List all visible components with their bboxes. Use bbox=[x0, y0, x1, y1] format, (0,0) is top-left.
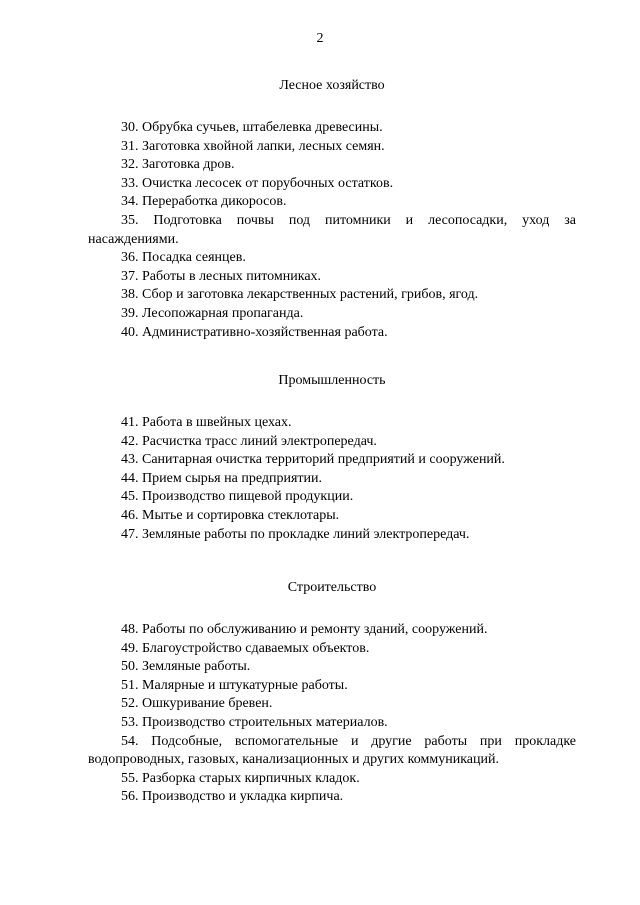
list-item: 46. Мытье и сортировка стеклотары. bbox=[121, 507, 340, 523]
section-title: Лесное хозяйство bbox=[279, 78, 385, 93]
list-item: 37. Работы в лесных питомниках. bbox=[121, 268, 322, 284]
list-item: 36. Посадка сеянцев. bbox=[121, 250, 246, 266]
list-item: 38. Сбор и заготовка лекарственных растений, грибов, ягод. bbox=[121, 287, 479, 303]
list-item: 43. Санитарная очистка территорий предприятий и сооружений. bbox=[121, 452, 505, 468]
list-item: 49. Благоустройство сдаваемых объектов. bbox=[121, 640, 370, 656]
list-item: 56. Производство и укладка кирпича. bbox=[121, 789, 344, 805]
list-item: 39. Лесопожарная пропаганда. bbox=[121, 305, 304, 321]
list-item: 34. Переработка дикоросов. bbox=[121, 194, 287, 210]
list-item: 33. Очистка лесосек от порубочных остатков. bbox=[121, 175, 394, 191]
list-item: 48. Работы по обслуживанию и ремонту зданий, сооружений. bbox=[121, 622, 488, 637]
list-item: 54. Подсобные, вспомогательные и другие работы при прокладке водопроводных, газовых, канализационных и других коммуникаций. bbox=[88, 733, 576, 768]
page-number: 2 bbox=[316, 31, 324, 46]
section-forestry bbox=[88, 77, 576, 342]
list-item: 42. Расчистка трасс линий электропередач. bbox=[121, 433, 377, 449]
list-item: 50. Земляные работы. bbox=[121, 659, 251, 675]
list-item: 47. Земляные работы по прокладке линий электропередач. bbox=[121, 526, 470, 542]
list-item: 44. Прием сырья на предприятии. bbox=[121, 470, 322, 486]
section-construction bbox=[88, 579, 576, 807]
section-title: Строительство bbox=[287, 580, 377, 595]
list-item: 41. Работа в швейных цехах. bbox=[121, 415, 292, 430]
list-item: 51. Малярные и штукатурные работы. bbox=[121, 677, 348, 693]
list-item: 35. Подготовка почвы под питомники и лесопосадки, уход за насаждениями. bbox=[88, 212, 576, 247]
list-item: 30. Обрубка сучьев, штабелевка древесины. bbox=[121, 120, 383, 135]
list-item: 45. Производство пищевой продукции. bbox=[121, 489, 354, 505]
list-item: 40. Административно-хозяйственная работа. bbox=[121, 324, 388, 340]
section-title: Промышленность bbox=[278, 373, 386, 388]
list-item: 32. Заготовка дров. bbox=[121, 157, 235, 173]
list-item: 55. Разборка старых кирпичных кладок. bbox=[121, 770, 360, 786]
list-item: 52. Ошкуривание бревен. bbox=[121, 696, 273, 712]
list-item: 53. Производство строительных материалов. bbox=[121, 714, 388, 730]
section-industry bbox=[88, 372, 576, 544]
list-item: 31. Заготовка хвойной лапки, лесных семян. bbox=[121, 138, 385, 154]
